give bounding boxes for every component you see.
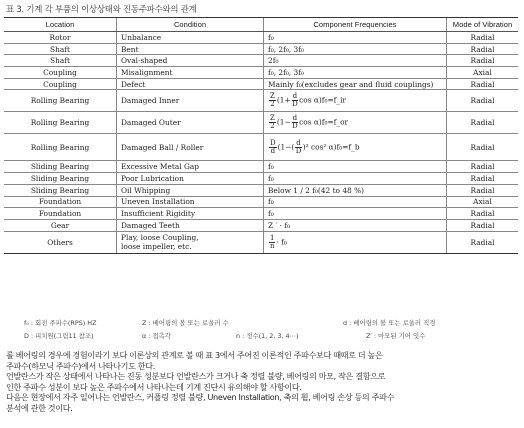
location-cell: Rolling Bearing [4,112,117,134]
location-cell: Sliding Bearing [4,173,117,185]
frequency-cell [264,134,447,161]
frequency-cell: Below 1 / 2 f₀(42 to 48 %) [264,184,447,196]
legend-z: Z : 베어링의 볼 또는 로울러 수 [142,319,229,327]
table-row [4,231,518,253]
paragraph-line: 다음은 현장에서 자주 일어나는 언발란스, 커플링 정렬 불량, Uneven Installation, 축의 휨, 베어링 손상 등의 주파수 [6,392,395,402]
fraction [269,140,277,155]
condition-text: Unbalance [121,32,162,42]
legend-alpha: α : 접촉각 [142,332,171,340]
condition-text: Bent [121,44,139,54]
formula-text: (1+ [276,95,291,105]
formula-text: (1− [276,117,291,127]
table-row [4,43,518,55]
frequency-cell: Mainly f₀(excludes gear and fluid couplings) [264,78,447,90]
condition-text: Misalignment [121,67,173,77]
table-row [4,32,518,44]
condition-cell [117,78,264,90]
location-cell: Rolling Bearing [4,90,117,112]
fraction [292,93,298,108]
frequency-cell [264,112,447,134]
frequency-cell: f₀ [264,196,447,208]
formula-text: cos α)f₀=f_or [299,117,349,127]
location-cell: Foundation [4,208,117,220]
mode-cell: Radial [447,43,519,55]
mode-cell: Radial [447,231,519,253]
table-row [4,78,518,90]
frequency-cell: Z ′ · f₀ [264,219,447,231]
condition-text: Damaged Inner [121,96,180,106]
mode-cell: Radial [447,161,519,173]
fraction-denominator: D [292,122,298,131]
table-row [4,90,518,112]
condition-text: Excessive Metal Gap [121,162,199,172]
header-location: Location [4,18,117,32]
paragraph-line: 인한 주파수 성분이 보다 높은 주파수에서 나타나는데 기계 진단시 유의해야 할 사항이다. [6,381,302,392]
condition-text: Oval-shaped [121,56,168,66]
formula-text: cos α)f₀=f_ir [299,95,346,105]
condition-cell [117,173,264,185]
location-cell: Sliding Bearing [4,184,117,196]
condition-cell [117,43,264,55]
location-cell: Coupling [4,78,117,90]
location-cell: Sliding Bearing [4,161,117,173]
table-header-row [4,18,518,32]
condition-cell [117,231,264,253]
fraction-denominator: 2 [270,100,275,109]
frequency-cell: 2f₀ [264,55,447,67]
frequency-cell: f₀ [264,208,447,220]
paragraph-line: 주파수(하모닉 주파수)에서 나타나기도 한다. [6,360,155,371]
condition-text: Damaged Ball / Roller [121,142,204,152]
fraction-numerator: d [296,138,301,147]
mode-cell: Radial [447,78,519,90]
location-cell: Rolling Bearing [4,134,117,161]
frequency-cell: f₀, 2f₀, 3f₀ [264,67,447,79]
condition-cell [117,161,264,173]
fraction-denominator: D [292,100,298,109]
condition-text: Defect [121,79,146,89]
condition-cell [117,184,264,196]
table-title: 표 3. 기계 각 부품의 이상상태와 진동주파수와의 관계 [6,4,197,14]
fraction [269,93,276,108]
mode-cell: Radial [447,112,519,134]
frequency-cell: f₀ [264,161,447,173]
mode-cell: Axial [447,196,519,208]
mode-cell: Radial [447,55,519,67]
location-cell: Shaft [4,43,117,55]
legend-n: n : 정수(1, 2, 3, 4⋯) [236,332,299,340]
formula-text: )² cos² α)f₀=f_b [302,142,360,152]
frequency-cell: f₀ [264,173,447,185]
table-row [4,112,518,134]
mode-cell: Radial [447,90,519,112]
table-row [4,184,518,196]
location-cell: Shaft [4,55,117,67]
mode-cell: Radial [447,32,519,44]
legend-d: d : 베어링의 볼 또는 로울러 직경 [343,319,436,327]
table-row [4,161,518,173]
header-component-frequencies: Component Frequencies [264,18,447,32]
location-cell: Gear [4,219,117,231]
legend-pitch-d: D : 피치원(그림11 참조) [24,332,94,340]
location-cell: Coupling [4,67,117,79]
fraction [269,115,276,130]
mode-cell: Radial [447,134,519,161]
fraction-denominator: n [269,241,275,250]
condition-text: Poor Lubrication [121,173,184,183]
condition-cell [117,196,264,208]
paragraph-line: 분석에 관한 것이다. [6,402,73,413]
mode-cell: Radial [447,184,519,196]
formula-text: (1−( [277,142,295,152]
condition-cell [117,134,264,161]
paragraph-line: 언발란스가 작은 상태에서 나타나는 진동 성분보다 언발란스가 크거나 축 정렬 불량, 베어링의 마모, 작은 결함으로 [6,371,386,381]
condition-cell [117,208,264,220]
header-condition: Condition [117,18,264,32]
fraction-numerator: D [270,138,276,147]
frequency-cell [264,231,447,253]
mode-cell: Radial [447,173,519,185]
vibration-frequency-table [4,17,518,254]
table-row [4,173,518,185]
fraction-denominator: D [295,146,302,155]
table-row [4,208,518,220]
location-cell: Others [4,231,117,253]
condition-cell [117,90,264,112]
condition-text: Uneven Installation [121,197,195,207]
condition-cell [117,112,264,134]
condition-text: Oil Whipping [121,185,171,195]
condition-text: Damaged Outer [121,118,181,128]
fraction [269,235,275,250]
table-row [4,67,518,79]
fraction-numerator: Z [270,114,275,123]
condition-cell [117,55,264,67]
legend-z-prime: Z′ : 마모된 기어 잇수 [366,332,426,340]
condition-text: Play, loose Coupling, [121,233,199,243]
condition-cell [117,32,264,44]
frequency-cell: f₀, 2f₀, 3f₀ [264,43,447,55]
paragraph-line: 롤 베어링의 경우에 경험이라기 보다 이론상의 관계로 볼 때 표 3에서 주어진 이론적인 주파수보다 때때로 더 높은 [6,350,383,360]
mode-cell: Radial [447,208,519,220]
location-cell: Foundation [4,196,117,208]
table-row [4,219,518,231]
frequency-cell: f₀ [264,32,447,44]
fraction [292,115,298,130]
location-cell: Rotor [4,32,117,44]
fraction-denominator: 2 [270,122,275,131]
fraction-numerator: Z [270,92,275,101]
table-row [4,196,518,208]
legend-f0: f₀ : 회전 주파수(RPS) HZ [24,319,97,327]
mode-cell: Axial [447,67,519,79]
formula-text: · f₀ [276,237,287,247]
mode-cell: Radial [447,219,519,231]
header-mode-of-vibration: Mode of Vibration [447,18,519,32]
fraction [295,140,301,155]
condition-text: Insufficient Rigidity [121,209,196,219]
explanation-paragraph [6,350,522,413]
fraction-numerator: d [292,92,298,101]
fraction-numerator: d [292,114,298,123]
condition-cell [117,67,264,79]
table-row [4,55,518,67]
table-row [4,134,518,161]
frequency-cell [264,90,447,112]
fraction-denominator: d [270,146,276,155]
condition-text: loose impeller, etc. [121,242,192,252]
fraction-numerator: 1 [270,233,275,242]
condition-text: Damaged Teeth [121,220,180,230]
condition-cell [117,219,264,231]
